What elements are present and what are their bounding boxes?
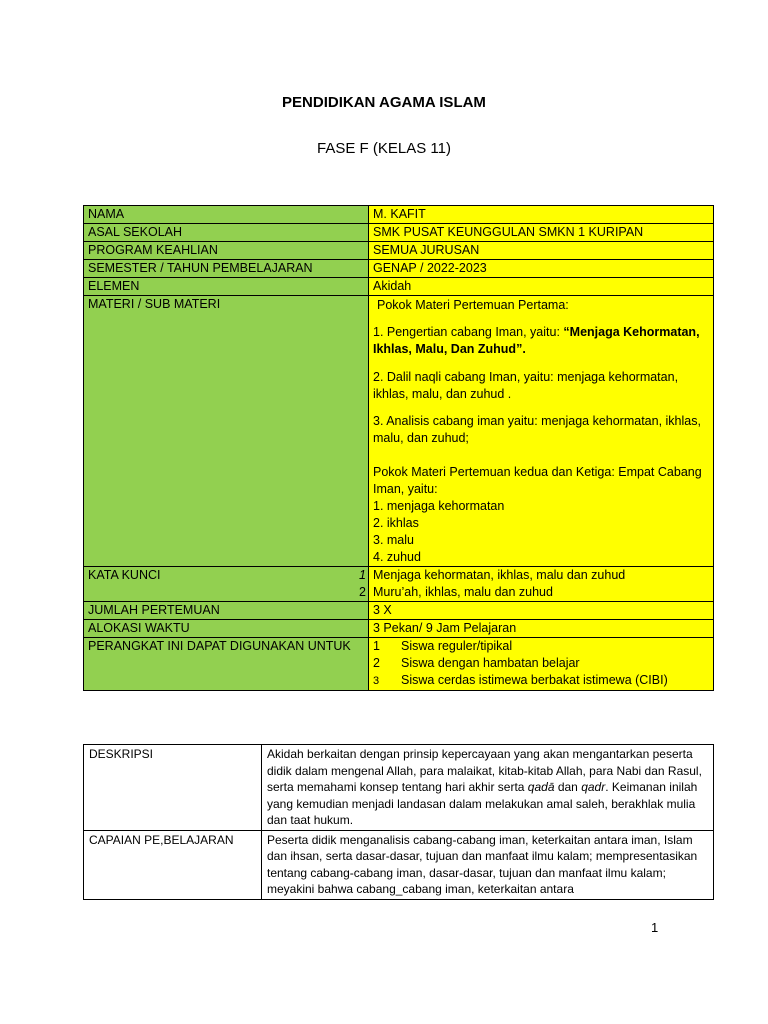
- document-title: PENDIDIKAN AGAMA ISLAM: [282, 94, 486, 111]
- list-item: 3. malu: [373, 533, 414, 547]
- perangkat-text: Siswa cerdas istimewa berbakat istimewa (CIBI): [401, 673, 668, 687]
- list-item: [373, 655, 709, 672]
- materi-label: MATERI / SUB MATERI: [84, 296, 369, 567]
- sekolah-value: SMK PUSAT KEUNGGULAN SMKN 1 KURIPAN: [369, 224, 714, 242]
- perangkat-num: 2: [373, 656, 380, 670]
- kata-kunci-2: Muru’ah, ikhlas, malu dan zuhud: [373, 585, 553, 599]
- identity-table: [83, 205, 714, 691]
- perangkat-num: 1: [373, 639, 380, 653]
- deskripsi-qada: qadā: [527, 780, 555, 794]
- deskripsi-text: [262, 745, 714, 831]
- description-table: [83, 744, 714, 900]
- document-subtitle: FASE F (KELAS 11): [317, 140, 451, 157]
- jumlah-label: JUMLAH PERTEMUAN: [84, 602, 369, 620]
- semester-value: GENAP / 2022-2023: [369, 260, 714, 278]
- elemen-label: ELEMEN: [84, 278, 369, 296]
- semester-label: SEMESTER / TAHUN PEMBELAJARAN: [84, 260, 369, 278]
- alokasi-label: ALOKASI WAKTU: [84, 620, 369, 638]
- table-row: [84, 224, 714, 242]
- deskripsi-dan: dan: [554, 780, 582, 794]
- kata-kunci-values: [369, 567, 714, 602]
- perangkat-label: PERANGKAT INI DAPAT DIGUNAKAN UNTUK: [84, 638, 369, 691]
- capaian-label: CAPAIAN PE,BELAJARAN: [84, 830, 262, 899]
- list-item: 1. menjaga kehormatan: [373, 499, 505, 513]
- materi-item-1: [373, 324, 709, 358]
- perangkat-text: Siswa reguler/tipikal: [401, 639, 513, 653]
- perangkat-text: Siswa dengan hambatan belajar: [401, 656, 580, 670]
- materi-second-intro: Pokok Materi Pertemuan kedua dan Ketiga: Empat Cabang Iman, yaitu:: [373, 465, 702, 496]
- table-row: [84, 296, 714, 567]
- nama-label: NAMA: [84, 206, 369, 224]
- materi-item-3: 3. Analisis cabang iman yaitu: menjaga kehormatan, ikhlas, malu, dan zuhud;: [373, 414, 701, 445]
- page-number: 1: [651, 920, 659, 935]
- kata-kunci-label: KATA KUNCI: [88, 568, 161, 582]
- program-value: SEMUA JURUSAN: [369, 242, 714, 260]
- jumlah-value: 3 X: [369, 602, 714, 620]
- table-row: [84, 638, 714, 691]
- table-row: [84, 260, 714, 278]
- alokasi-value: 3 Pekan/ 9 Jam Pelajaran: [369, 620, 714, 638]
- kata-kunci-marker-1: 1: [359, 568, 366, 582]
- deskripsi-part-1: Akidah berkaitan dengan prinsip kepercayaan yang akan mengantarkan peserta didik dalam mengenal Allah, para malaikat, kitab-kitab Allah, para Nabi dan Rasul, serta memahami konsep tentang hari akhir serta: [267, 747, 702, 794]
- kata-kunci-label-cell: [84, 567, 369, 602]
- deskripsi-qadr: qadr: [581, 780, 606, 794]
- list-item: 2. ikhlas: [373, 516, 419, 530]
- sekolah-label: ASAL SEKOLAH: [84, 224, 369, 242]
- table-row: [84, 567, 714, 602]
- list-item: [373, 638, 709, 655]
- deskripsi-part-2: . Keimanan inilah yang kemudian menjadi landasan dalam melakukan amal saleh, berakhlak mulia dan taat hukum.: [267, 780, 698, 827]
- perangkat-values: [369, 638, 714, 691]
- kata-kunci-1: Menjaga kehormatan, ikhlas, malu dan zuhud: [373, 568, 626, 582]
- table-row: [84, 745, 714, 831]
- kata-kunci-marker-2: 2: [359, 585, 366, 599]
- table-row: [84, 278, 714, 296]
- list-item: 4. zuhud: [373, 550, 421, 564]
- table-row: [84, 830, 714, 899]
- materi-intro: Pokok Materi Pertemuan Pertama:: [377, 298, 569, 312]
- materi-item-1-bold: “Menjaga Kehormatan, Ikhlas, Malu, Dan Zuhud”.: [373, 325, 700, 356]
- capaian-text: Peserta didik menganalisis cabang-cabang iman, keterkaitan antara iman, Islam dan ihsan, serta dasar-dasar, tujuan dan manfaat ilmu kalam; mempresentasikan tentang cabang-cabang iman, dasar-dasar, tujuan dan manfaat ilmu kalam; meyakini bahwa cabang_cabang iman, keterkaitan antara: [262, 830, 714, 899]
- deskripsi-label: DESKRIPSI: [84, 745, 262, 831]
- table-row: [84, 206, 714, 224]
- table-row: [84, 620, 714, 638]
- table-row: [84, 602, 714, 620]
- materi-content: [369, 296, 714, 567]
- materi-item-1-prefix: 1. Pengertian cabang Iman, yaitu:: [373, 325, 564, 339]
- nama-value: M. KAFIT: [369, 206, 714, 224]
- elemen-value: Akidah: [369, 278, 714, 296]
- perangkat-num: 3: [373, 675, 380, 687]
- list-item: [373, 672, 709, 690]
- program-label: PROGRAM KEAHLIAN: [84, 242, 369, 260]
- table-row: [84, 242, 714, 260]
- materi-item-2: 2. Dalil naqli cabang Iman, yaitu: menjaga kehormatan, ikhlas, malu, dan zuhud .: [373, 370, 679, 401]
